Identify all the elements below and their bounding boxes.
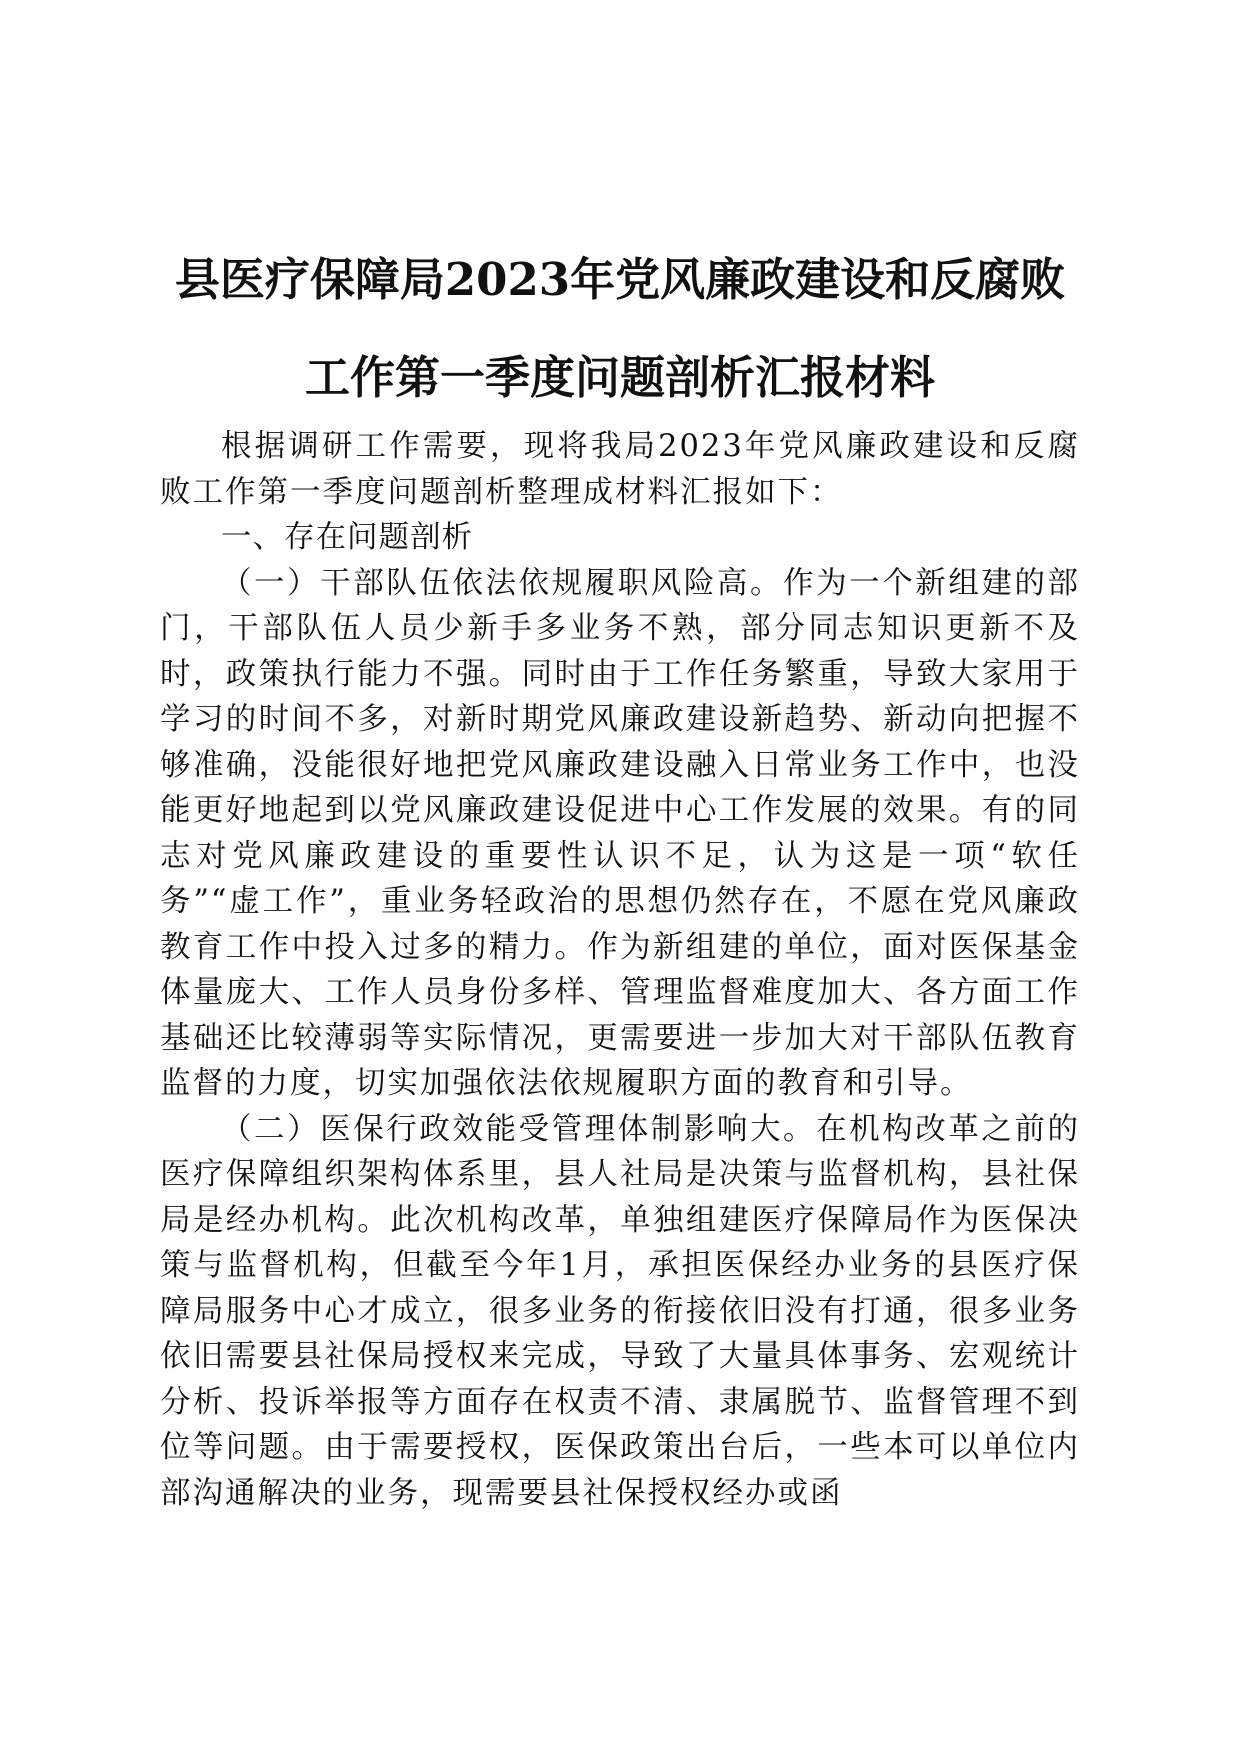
document-title-line-1: 县医疗保障局2023年党风廉政建设和反腐败 xyxy=(174,253,1066,306)
document-title-line-2: 工作第一季度问题剖析汇报材料 xyxy=(304,351,935,404)
section-heading: 一、存在问题剖析 xyxy=(221,520,473,555)
body-paragraph-1: （一）干部队伍依法依规履职风险高。作为一个新组建的部门，干部队伍人员少新手多业务不熟，部分同志知识更新不及时，政策执行能力不强。同时由于工作任务繁重，导致大家用于学习的时间不多，对新时期党风廉政建设新趋势、新动向把握不够准确，没能很好地把党风廉政建设融入日常业务工作中，也没能更好地起到以党风廉政建设促进中心工作发展的效果。有的同志对党风廉政建设的重要性认识不足，认为这是一项“软任务”“虚工作”，重业务轻政治的思想仍然存在，不愿在党风廉政教育工作中投入过多的精力。作为新组建的单位，面对医保基金体量庞大、工作人员身份多样、管理监督难度加大、各方面工作基础还比较薄弱等实际情况，更需要进一步加大对干部队伍教育监督的力度，切实加强依法依规履职方面的教育和引导。 xyxy=(160,565,1080,1101)
document-body xyxy=(160,424,1080,1516)
body-paragraph-2: （二）医保行政效能受管理体制影响大。在机构改革之前的医疗保障组织架构体系里，县人社局是决策与监督机构，县社保局是经办机构。此次机构改革，单独组建医疗保障局作为医保决策与监督机构，但截至今年1月，承担医保经办业务的县医疗保障局服务中心才成立，很多业务的衔接依旧没有打通，很多业务依旧需要县社保局授权来完成，导致了大量具体事务、宏观统计分析、投诉举报等方面存在权责不清、隶属脱节、监督管理不到位等问题。由于需要授权，医保政策出台后，一些本可以单位内部沟通解决的业务，现需要县社保授权经办或函 xyxy=(160,1111,1080,1511)
intro-paragraph: 根据调研工作需要，现将我局2023年党风廉政建设和反腐败工作第一季度问题剖析整理成材料汇报如下： xyxy=(160,429,1080,510)
